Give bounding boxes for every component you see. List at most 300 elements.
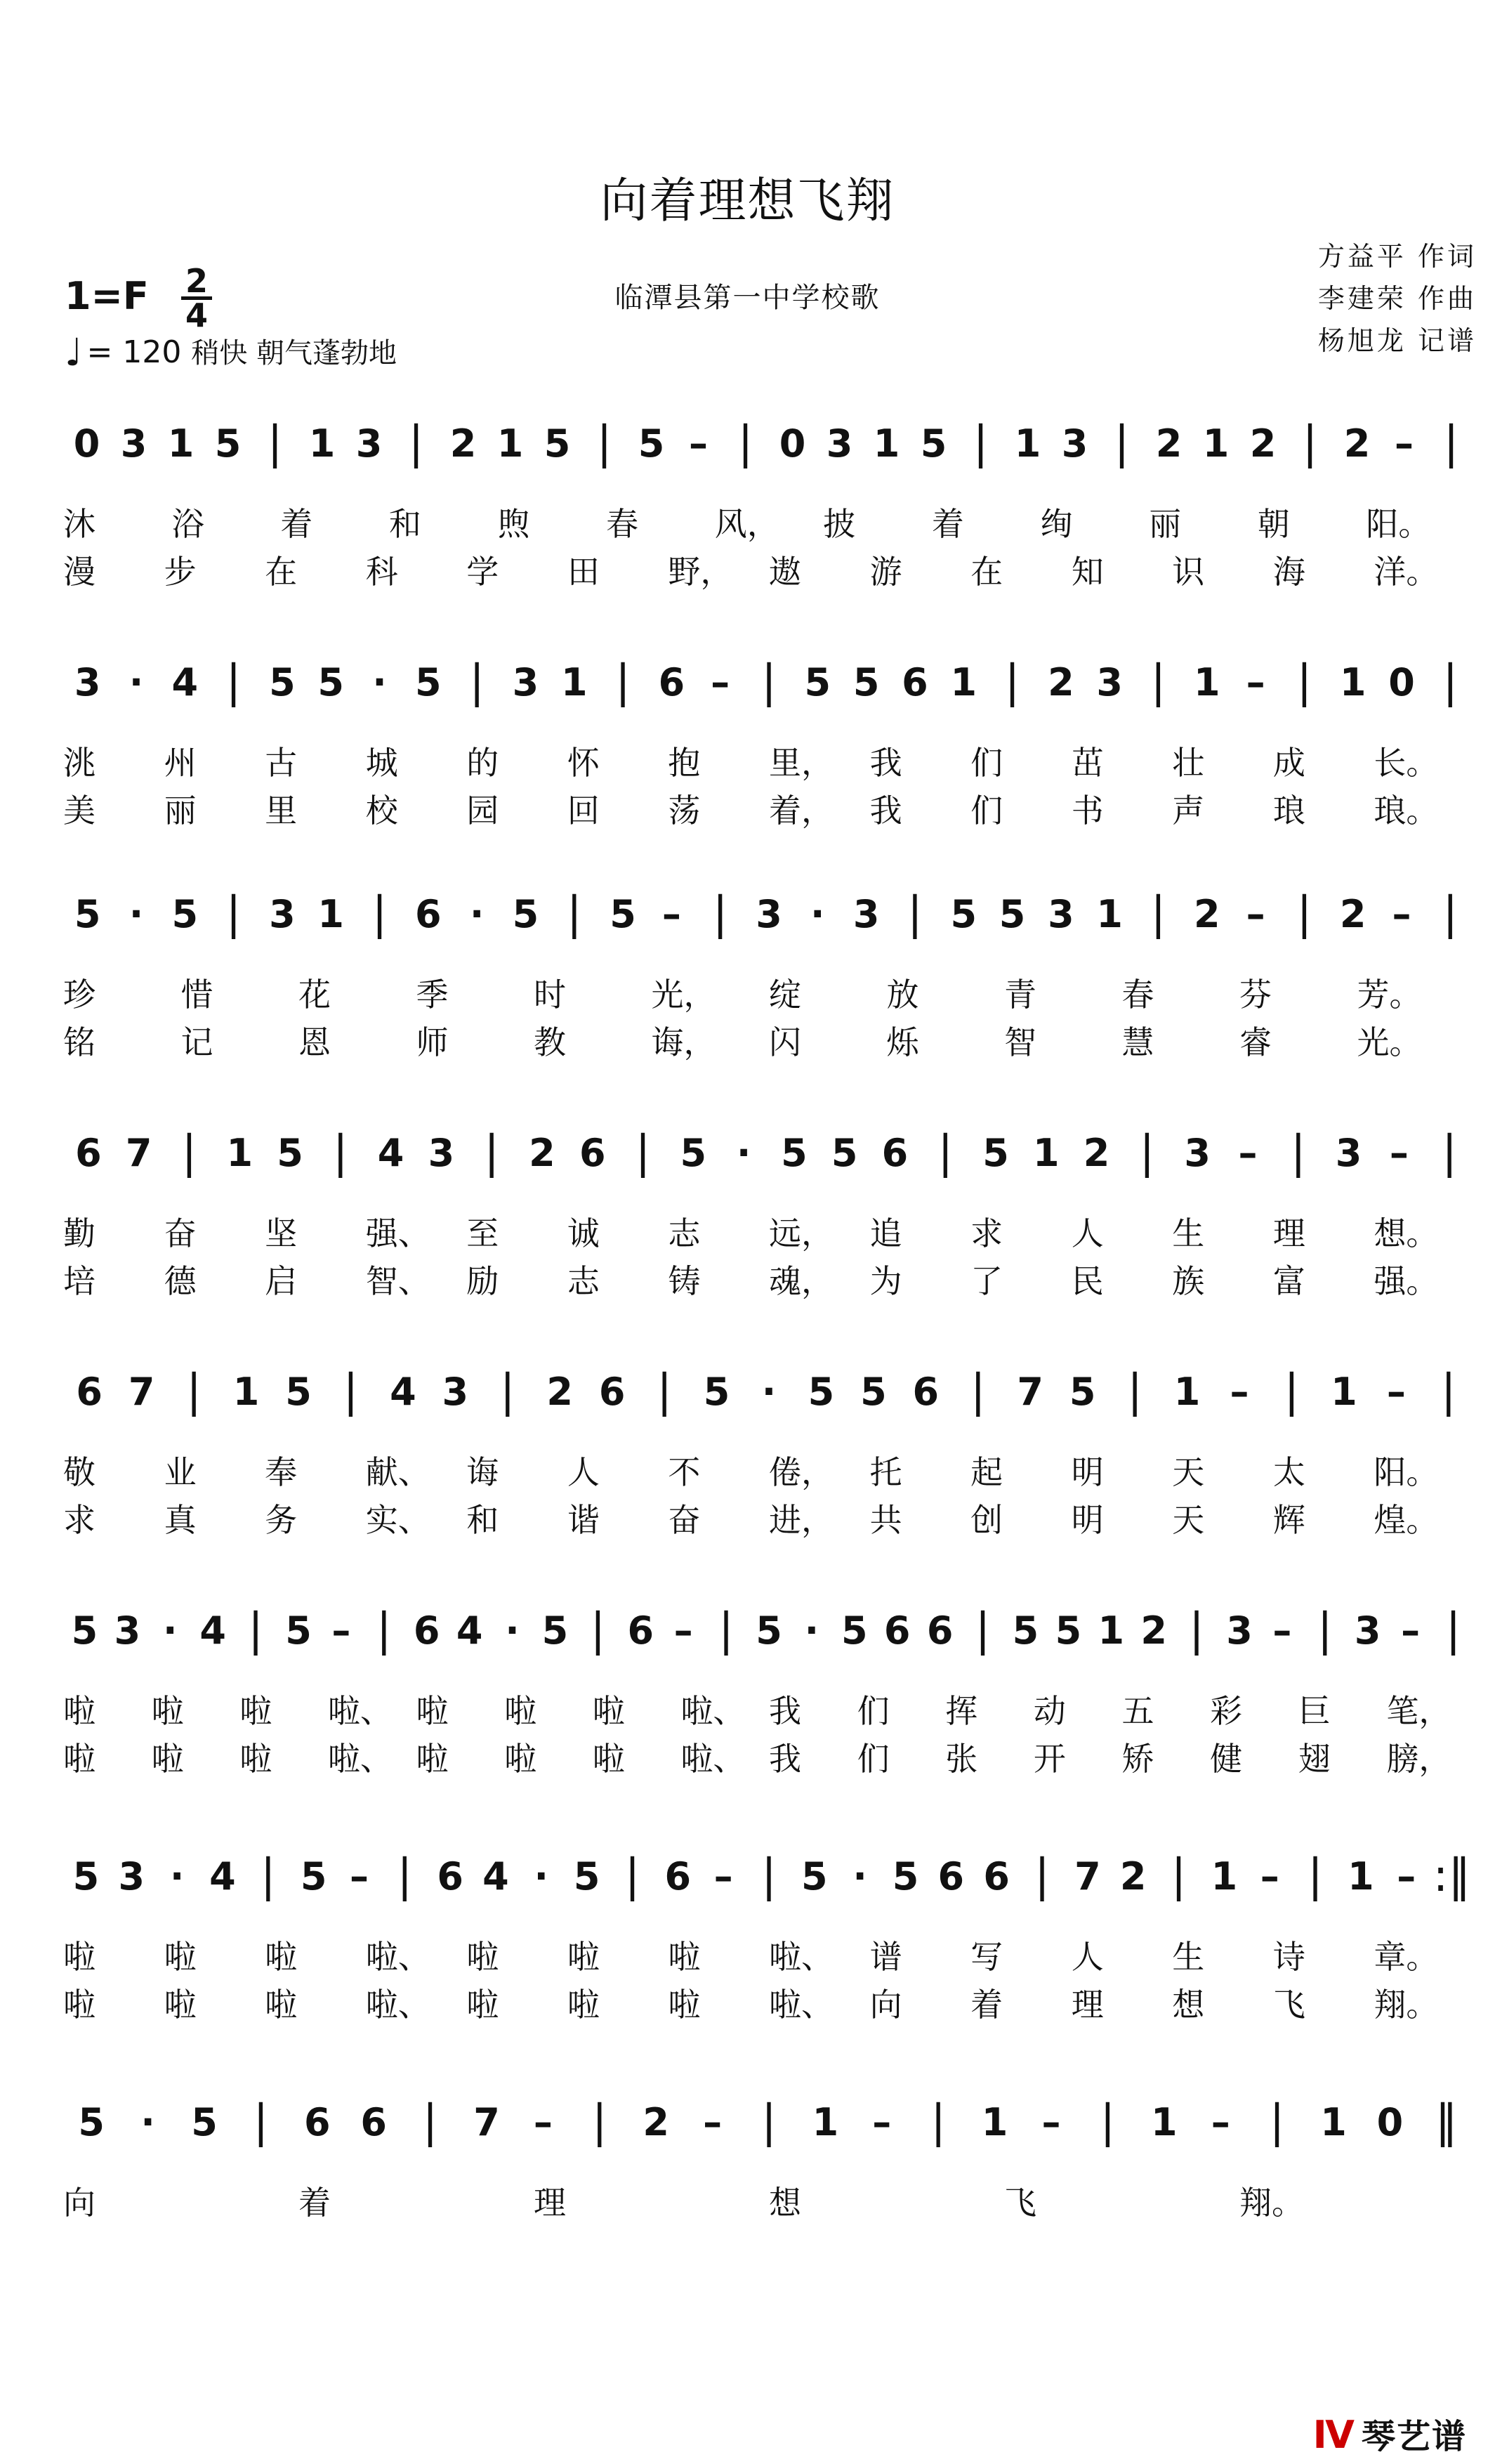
lyric-word: 魂， xyxy=(769,1262,834,1300)
lyric-word: 啦、 xyxy=(327,1740,393,1778)
lyric-word: 睿 xyxy=(1239,1023,1272,1061)
barline: | xyxy=(376,1604,392,1656)
lyric-word: 恩 xyxy=(298,1023,331,1061)
note: 6 xyxy=(579,1131,606,1175)
lyric-word: 闪 xyxy=(769,1023,801,1061)
note: 5 xyxy=(171,892,199,936)
note: 5 xyxy=(920,421,947,466)
note: 0 xyxy=(73,421,100,466)
lyric-word: 共 xyxy=(869,1501,902,1539)
lyric-word: 啦 xyxy=(466,1986,499,2024)
lyric-word: 怀 xyxy=(567,744,600,782)
lyric-word: 追 xyxy=(869,1214,902,1252)
lyric-word: 时 xyxy=(534,976,566,1014)
barline: | xyxy=(1034,1850,1050,1902)
lyric-word: 海 xyxy=(1272,553,1305,591)
lyric-word: 里， xyxy=(769,744,834,782)
lyric-word: 朝 xyxy=(1257,505,1290,543)
lyric-word: 们 xyxy=(857,1740,890,1778)
lyric-word: 写 xyxy=(970,1938,1003,1976)
note: 1 xyxy=(1348,1854,1374,1899)
note: 1 xyxy=(1173,1370,1201,1414)
lyric-word: 阳。 xyxy=(1366,505,1431,543)
lyric-word: 绽 xyxy=(769,976,801,1014)
barline: | xyxy=(186,1365,202,1417)
lyric-word: 铸 xyxy=(668,1262,701,1300)
lyric-word: 富 xyxy=(1272,1262,1305,1300)
barline: | xyxy=(937,1127,954,1179)
note: 4 xyxy=(377,1131,404,1175)
note: – xyxy=(1389,1131,1409,1175)
lyric-word: 培 xyxy=(63,1262,96,1300)
lyric-word: 琅。 xyxy=(1374,792,1439,830)
lyric-word: 飞 xyxy=(1004,2184,1036,2222)
score-system-2 xyxy=(0,656,1495,892)
note: 5 xyxy=(544,421,571,466)
note: · xyxy=(129,892,144,936)
lyric-word: 张 xyxy=(945,1740,978,1778)
note: 1 xyxy=(1320,2100,1347,2144)
lyric-word: 啦 xyxy=(416,1692,449,1730)
note: 5 xyxy=(892,1854,919,1899)
lyric-word: 天 xyxy=(1172,1453,1205,1491)
lyric-word: 啦、 xyxy=(365,1938,430,1976)
note: 5 xyxy=(638,421,665,466)
barline: | xyxy=(408,417,424,469)
lyric-word: 们 xyxy=(857,1692,890,1730)
note: – xyxy=(703,2100,723,2144)
note: – xyxy=(1395,421,1414,466)
tempo-expression: 稍快 朝气蓬勃地 xyxy=(191,337,397,369)
note: 1 xyxy=(1211,1854,1238,1899)
lyric-word: 想 xyxy=(1172,1986,1205,2024)
barline: | xyxy=(761,656,777,708)
barline: | xyxy=(712,888,728,940)
note: 0 xyxy=(1376,2100,1404,2144)
lyric-word: 和 xyxy=(466,1501,499,1539)
note: – xyxy=(1230,1370,1249,1414)
lyric-word: 步 xyxy=(164,553,197,591)
note: 5 xyxy=(214,421,242,466)
lyric-word: 理 xyxy=(1272,1214,1305,1252)
note: 3 xyxy=(756,892,782,936)
note: 1 xyxy=(496,421,524,466)
note: 5 xyxy=(415,660,442,705)
note: 5 xyxy=(512,892,539,936)
note: – xyxy=(1246,660,1265,705)
barline: | xyxy=(397,1850,413,1902)
note: · xyxy=(761,1370,777,1414)
lyric-word: 春 xyxy=(1121,976,1154,1014)
lyric-word: 在 xyxy=(265,553,298,591)
lyric-line-1 xyxy=(0,969,1495,1014)
lyricist-credit: 方益平 作词 xyxy=(1317,241,1477,272)
quarter-note-icon: ♩ xyxy=(65,330,83,374)
note: 5 xyxy=(74,892,101,936)
lyric-word: 茁 xyxy=(1071,744,1104,782)
lyric-word: 飞 xyxy=(1272,1986,1305,2024)
note: 3 xyxy=(428,1131,455,1175)
note: – xyxy=(1041,2100,1061,2144)
time-signature-top: 2 xyxy=(185,262,208,300)
lyric-word: 诲， xyxy=(651,1023,716,1061)
barline: | xyxy=(1171,1850,1187,1902)
note: – xyxy=(673,1608,693,1653)
barline: | xyxy=(718,1604,734,1656)
lyric-word: 琅 xyxy=(1272,792,1305,830)
notation-row xyxy=(0,888,1495,948)
lyric-word: 托 xyxy=(869,1453,902,1491)
note: 6 xyxy=(75,1131,102,1175)
note: 0 xyxy=(779,421,806,466)
note: 1 xyxy=(317,892,344,936)
lyric-word: 和 xyxy=(388,505,421,543)
note: 5 xyxy=(191,2100,218,2144)
barline: | xyxy=(1127,1365,1142,1417)
note: 2 xyxy=(1343,421,1371,466)
lyric-word: 我 xyxy=(769,1740,801,1778)
note: 2 xyxy=(1140,1608,1167,1653)
note: · xyxy=(169,1854,185,1899)
lyric-word: 奋 xyxy=(164,1214,197,1252)
note: 2 xyxy=(546,1370,573,1414)
lyric-word: 抱 xyxy=(668,744,701,782)
lyric-word: 光， xyxy=(651,976,716,1014)
logo-mark-icon: Ⅳ xyxy=(1312,2413,1356,2457)
lyric-word: 季 xyxy=(416,976,449,1014)
note: · xyxy=(140,2100,155,2144)
score-system-5 xyxy=(0,1365,1495,1601)
lyric-word: 啦 xyxy=(592,1692,625,1730)
note: 3 xyxy=(120,421,147,466)
lyric-word: 荡 xyxy=(668,792,701,830)
lyric-word: 啦 xyxy=(592,1740,625,1778)
note: 7 xyxy=(1017,1370,1043,1414)
note: – xyxy=(1238,1131,1258,1175)
lyric-word: 丽 xyxy=(1149,505,1182,543)
note: 5 xyxy=(756,1608,782,1653)
lyric-word: 勤 xyxy=(63,1214,96,1252)
barline: | xyxy=(590,1604,606,1656)
lyric-word: 啦 xyxy=(164,1986,197,2024)
key-signature: 1=F xyxy=(65,274,149,318)
note: 2 xyxy=(1119,1854,1147,1899)
lyric-word: 志 xyxy=(567,1262,600,1300)
lyric-word: 族 xyxy=(1172,1262,1205,1300)
note: 2 xyxy=(1339,892,1366,936)
note: 1 xyxy=(1096,892,1123,936)
lyric-word: 巨 xyxy=(1298,1692,1331,1730)
note: 3 xyxy=(442,1370,469,1414)
barline: | xyxy=(615,656,631,708)
barline: | xyxy=(1443,417,1459,469)
note: 3 xyxy=(1048,892,1074,936)
lyric-word: 天 xyxy=(1172,1501,1205,1539)
lyric-word: 着 xyxy=(931,505,964,543)
barline: | xyxy=(225,888,242,940)
barline: | xyxy=(1269,2096,1285,2148)
lyric-word: 笔， xyxy=(1386,1692,1451,1730)
note: 1 xyxy=(1202,421,1230,466)
note: 1 xyxy=(1339,660,1366,705)
lyric-word: 人 xyxy=(567,1453,600,1491)
lyric-word: 献、 xyxy=(365,1453,430,1491)
barline: | xyxy=(1296,888,1312,940)
lyric-word: 不 xyxy=(668,1453,701,1491)
lyric-line-1 xyxy=(0,738,1495,780)
barline: | xyxy=(343,1365,359,1417)
lyric-word: 科 xyxy=(365,553,398,591)
lyric-word: 志 xyxy=(668,1214,701,1252)
barline: | xyxy=(260,1850,276,1902)
lyric-word: 啦 xyxy=(63,1938,96,1976)
note: 6 xyxy=(627,1608,654,1653)
lyric-word: 浴 xyxy=(171,505,204,543)
note: 4 xyxy=(456,1608,483,1653)
note: – xyxy=(661,892,681,936)
lyric-word: 惜 xyxy=(180,976,213,1014)
lyric-word: 遨 xyxy=(769,553,801,591)
note: 3 xyxy=(1226,1608,1253,1653)
lyric-word: 啦、 xyxy=(769,1938,834,1976)
note: – xyxy=(1211,2100,1230,2144)
note: 3 xyxy=(269,892,296,936)
lyric-word: 壮 xyxy=(1172,744,1205,782)
lyric-word: 啦 xyxy=(265,1986,298,2024)
lyric-word: 长。 xyxy=(1374,744,1439,782)
lyric-word: 教 xyxy=(534,1023,566,1061)
lyric-word: 知 xyxy=(1071,553,1104,591)
barline: | xyxy=(1100,2096,1116,2148)
lyric-word: 务 xyxy=(265,1501,298,1539)
lyric-word: 诲 xyxy=(466,1453,499,1491)
score-system-7 xyxy=(0,1850,1495,2086)
lyric-word: 啦 xyxy=(466,1938,499,1976)
lyric-word: 为 xyxy=(869,1262,902,1300)
note: 5 xyxy=(804,660,831,705)
lyric-word: 回 xyxy=(567,792,600,830)
note: 3 xyxy=(512,660,539,705)
note: · xyxy=(736,1131,751,1175)
lyric-word: 膀， xyxy=(1386,1740,1451,1778)
lyric-word: 漫 xyxy=(63,553,96,591)
lyric-word: 向 xyxy=(63,2184,96,2222)
barline: | xyxy=(1139,1127,1155,1179)
lyric-word: 慧 xyxy=(1121,1023,1154,1061)
note: 1 xyxy=(560,660,588,705)
lyric-word: 里 xyxy=(265,792,298,830)
note: 1 xyxy=(1014,421,1041,466)
barline: | xyxy=(248,1604,263,1656)
note: 6 xyxy=(883,1608,911,1653)
lyric-line-1 xyxy=(0,1208,1495,1250)
lyric-word: 业 xyxy=(164,1453,197,1491)
barline: | xyxy=(181,1127,197,1179)
note: – xyxy=(711,660,730,705)
note: 4 xyxy=(482,1854,509,1899)
lyric-word: 进， xyxy=(769,1501,834,1539)
lyric-word: 启 xyxy=(265,1262,298,1300)
time-signature xyxy=(181,262,212,334)
note: – xyxy=(1272,1608,1292,1653)
barline: | xyxy=(1296,656,1312,708)
barline: | xyxy=(1442,888,1458,940)
barline: | xyxy=(761,1850,777,1902)
lyric-word: 啦 xyxy=(63,1692,96,1730)
note: 7 xyxy=(128,1370,155,1414)
note: – xyxy=(331,1608,351,1653)
note: 5 xyxy=(680,1131,707,1175)
barline: | xyxy=(1150,888,1166,940)
lyric-word: 民 xyxy=(1071,1262,1104,1300)
lyric-word: 洋。 xyxy=(1374,553,1439,591)
tempo-marking xyxy=(65,330,397,374)
lyric-word: 啦、 xyxy=(769,1986,834,2024)
note: 3 xyxy=(114,1608,141,1653)
lyric-line-2 xyxy=(0,1017,1495,1059)
lyric-word: 沐 xyxy=(63,505,96,543)
lyric-word: 啦、 xyxy=(680,1692,746,1730)
note: 5 xyxy=(808,1370,835,1414)
note: 5 xyxy=(950,892,977,936)
lyric-word: 啦 xyxy=(63,1740,96,1778)
lyric-word: 们 xyxy=(970,744,1003,782)
lyric-word: 理 xyxy=(534,2184,566,2222)
song-title: 向着理想飞翔 xyxy=(600,173,895,229)
lyric-word: 游 xyxy=(869,553,902,591)
barline: | xyxy=(1114,417,1130,469)
lyric-line-2 xyxy=(0,1256,1495,1298)
lyric-word: 太 xyxy=(1272,1453,1305,1491)
barline: | xyxy=(422,2096,438,2148)
lyric-line-2 xyxy=(0,1495,1495,1537)
score-system-3 xyxy=(0,888,1495,1124)
lyric-word: 青 xyxy=(1004,976,1036,1014)
lyric-word: 田 xyxy=(567,553,600,591)
note: 3 xyxy=(118,1854,145,1899)
lyric-word: 放 xyxy=(886,976,919,1014)
lyric-word: 谱 xyxy=(869,1938,902,1976)
lyric-word: 在 xyxy=(970,553,1003,591)
time-signature-bottom: 4 xyxy=(185,296,208,334)
lyric-word: 着 xyxy=(970,1986,1003,2024)
note: 5 xyxy=(703,1370,730,1414)
barline: | xyxy=(253,2096,269,2148)
barline: ‖ xyxy=(1435,2096,1458,2148)
lyric-word: 啦 xyxy=(567,1986,600,2024)
note: 1 xyxy=(226,1131,253,1175)
site-logo xyxy=(1313,2409,1467,2458)
lyric-word: 啦 xyxy=(239,1692,272,1730)
lyric-word: 五 xyxy=(1121,1692,1154,1730)
note: · xyxy=(534,1854,549,1899)
lyric-line-1 xyxy=(0,1932,1495,1974)
note: · xyxy=(505,1608,520,1653)
composer-credit: 李建荣 作曲 xyxy=(1317,283,1477,314)
note: 1 xyxy=(308,421,336,466)
note: 5 xyxy=(982,1131,1009,1175)
note: 5 xyxy=(72,1854,100,1899)
lyric-word: 披 xyxy=(823,505,856,543)
logo-text: 琴艺谱 xyxy=(1361,2417,1467,2456)
lyric-word: 着 xyxy=(280,505,313,543)
lyric-word: 的 xyxy=(466,744,499,782)
lyric-word: 珍 xyxy=(63,976,96,1014)
lyric-line-2 xyxy=(0,1979,1495,2024)
lyric-word: 烁 xyxy=(886,1023,919,1061)
lyric-word: 啦 xyxy=(416,1740,449,1778)
lyric-word: 啦 xyxy=(567,1938,600,1976)
notation-row xyxy=(0,656,1495,716)
note: 7 xyxy=(125,1131,152,1175)
notation-row xyxy=(0,1850,1495,1911)
barline: | xyxy=(1302,417,1318,469)
lyric-word: 励 xyxy=(466,1262,499,1300)
barline: :‖ xyxy=(1433,1850,1471,1902)
lyric-word: 美 xyxy=(63,792,96,830)
lyric-word: 校 xyxy=(365,792,398,830)
note: · xyxy=(804,1608,819,1653)
lyric-word: 春 xyxy=(606,505,639,543)
lyric-word: 州 xyxy=(164,744,197,782)
note: 6 xyxy=(415,892,442,936)
lyric-word: 学 xyxy=(466,553,499,591)
lyric-word: 德 xyxy=(164,1262,197,1300)
lyric-word: 向 xyxy=(869,1986,902,2024)
lyric-word: 城 xyxy=(365,744,398,782)
note: 5 xyxy=(285,1608,312,1653)
note: 5 xyxy=(1069,1370,1096,1414)
lyric-word: 风， xyxy=(714,505,779,543)
barline: | xyxy=(907,888,923,940)
lyric-word: 动 xyxy=(1033,1692,1066,1730)
note: 6 xyxy=(912,1370,940,1414)
lyric-word: 啦 xyxy=(164,1938,197,1976)
lyric-word: 坚 xyxy=(265,1214,298,1252)
lyric-word: 翔。 xyxy=(1374,1986,1439,2024)
lyric-word: 至 xyxy=(466,1214,499,1252)
lyric-word: 阳。 xyxy=(1374,1453,1439,1491)
note: 1 xyxy=(1151,2100,1178,2144)
lyric-word: 园 xyxy=(466,792,499,830)
note: – xyxy=(533,2100,553,2144)
lyric-word: 啦 xyxy=(239,1740,272,1778)
lyric-word: 啦、 xyxy=(365,1986,430,2024)
note: 4 xyxy=(171,660,199,705)
lyric-word: 挥 xyxy=(945,1692,978,1730)
lyric-word: 铭 xyxy=(63,1023,96,1061)
lyric-word: 啦、 xyxy=(327,1692,393,1730)
note: · xyxy=(852,1854,867,1899)
note: 5 xyxy=(573,1854,600,1899)
lyric-word: 我 xyxy=(769,1692,801,1730)
note: 5 xyxy=(71,1608,98,1653)
barline: | xyxy=(566,888,582,940)
lyric-word: 敬 xyxy=(63,1453,96,1491)
score-system-1 xyxy=(0,417,1495,653)
note: 3 xyxy=(1184,1131,1211,1175)
barline: | xyxy=(1189,1604,1204,1656)
note: 1 xyxy=(1098,1608,1125,1653)
barline: | xyxy=(333,1127,348,1179)
note: 5 xyxy=(801,1854,828,1899)
tempo-bpm: = 120 xyxy=(86,334,182,370)
lyric-word: 强。 xyxy=(1374,1262,1439,1300)
note: 5 xyxy=(860,1370,887,1414)
barline: | xyxy=(225,656,242,708)
note: 2 xyxy=(1083,1131,1110,1175)
note: 2 xyxy=(1048,660,1074,705)
